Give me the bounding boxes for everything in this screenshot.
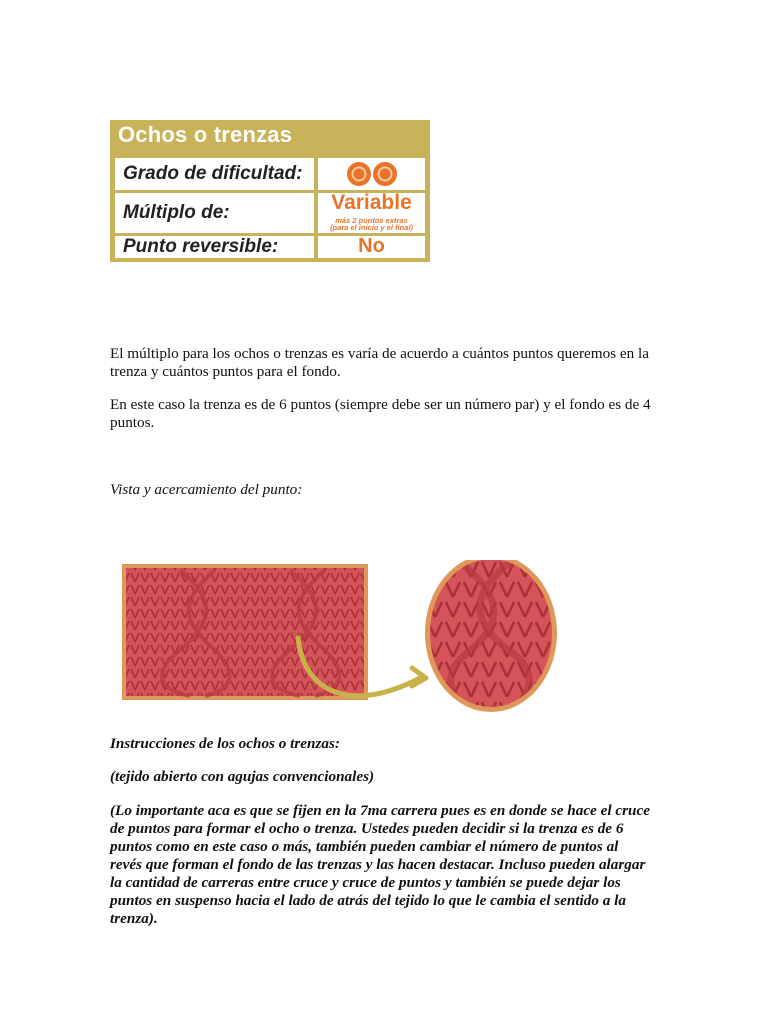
- multiple-value: Variable: [331, 191, 412, 214]
- paragraph-multiple: El múltiplo para los ochos o trenzas es varía de acuerdo a cuántos puntos queremos en la trenza y cuántos puntos para el fondo.: [110, 345, 649, 380]
- stitch-info-card: [110, 120, 430, 262]
- multiple-note-line2: (para el inicio y el final): [330, 223, 413, 232]
- paragraph-case: En este caso la trenza es de 6 puntos (siempre debe ser un número par) y el fondo es de 4 puntos.: [110, 396, 651, 431]
- two-difficulty-balls-icon: [342, 161, 402, 187]
- reversible-row: [115, 236, 425, 258]
- multiple-row: [115, 193, 425, 233]
- card-title: Ochos o trenzas: [118, 122, 293, 147]
- difficulty-label: Grado de dificultad:: [123, 163, 303, 184]
- instructions-note: (Lo importante aca es que se fijen en la 7ma carrera pues es en donde se hace el cruce de puntos para formar el ocho o trenza. Ustedes pueden decidir si la trenza es de 6 puntos como en este caso o más, también pueden cambiar el número de puntos al revés que forman el fondo de las trenzas y las hacen destacar. Incluso pueden alargar la cantidad de carreras entre cruce y cruce de puntos y también se puede dejar los puntos en suspenso hacia el lado de atrás del tejido lo que le cambia el sentido a la trenza).: [110, 802, 650, 927]
- knit-swatch-illustration: [120, 560, 560, 720]
- instructions-heading: Instrucciones de los ochos o trenzas:: [110, 735, 340, 752]
- multiple-label: Múltiplo de:: [123, 202, 230, 223]
- reversible-value: No: [358, 235, 385, 257]
- multiple-note-line1: más 2 puntos extras: [335, 216, 408, 225]
- instructions-subheading: (tejido abierto con agujas convencionales): [110, 768, 375, 785]
- caption-view: Vista y acercamiento del punto:: [110, 481, 303, 498]
- reversible-label: Punto reversible:: [123, 236, 279, 257]
- difficulty-row: [115, 158, 425, 190]
